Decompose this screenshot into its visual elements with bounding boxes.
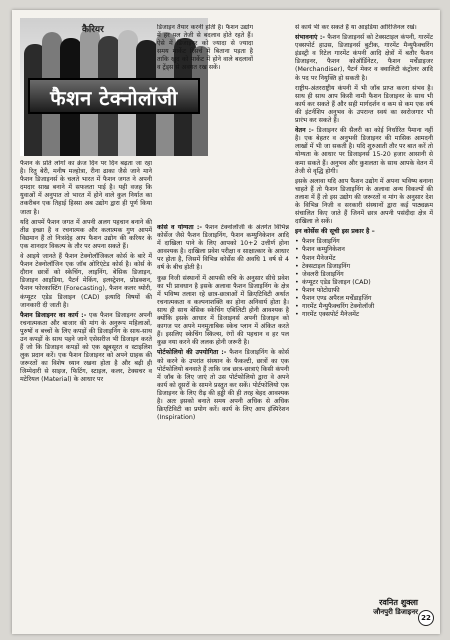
list-item: • फैशन कम्युनिकेशन — [295, 246, 433, 254]
list-item: • फैशन फोटोग्राफी — [295, 287, 433, 295]
article-column — [295, 24, 433, 620]
author-byline — [373, 598, 418, 616]
paragraph-text: डिजाइनर की सैलरी का कोई निर्धारित पैमाना नहीं है। एक बेहतर व अनुभवी डिजाइनर की मासिक आमदनी लाखों में भी जा सकती है। यदि शुरुआती तौर पर बात करें तो योग्यता के आधार पर डिजाइनर्स 15-20 हजार आसानी से कमा सकते हैं। अनुभव और कुशलता के साथ आपके वेतन में तेजी से वृद्धि होगी। — [295, 127, 433, 175]
page-number: 22 — [418, 610, 434, 626]
paragraph — [157, 224, 289, 273]
section-heading: वेतन :- — [295, 127, 314, 135]
section-heading: संभावनाएं :- — [295, 34, 325, 42]
paragraph: इसके अलावा यदि आप फैशन उद्योग में अपना भविष्य बनाना चाहते हैं तो फैशन डिजाइनिंग के अलावा अन्य विकल्पों की तलाश में हैं तो इस उद्योग की जरूरतों व मांग के अनुसार देश के विभिन्न निजी व सरकारी संस्थानों द्वारा कई पाठ्यक्रम संचालित किए जाते हैं जिनमें छात्र अपनी पसंदीदा क्षेत्र में दाखिला ले सकें। — [295, 177, 433, 226]
section-heading: फैशन डिजाइनर का कार्य :- — [20, 311, 87, 319]
author-role: जौनपुरी डिजाइनर — [373, 607, 418, 616]
list-item: • फैशन मैनेजमेंट — [295, 255, 433, 263]
list-item: • गारमेंट मैन्युफैक्चरिंग टेक्नोलॉजी — [295, 303, 433, 311]
paragraph-text: फैशन टेक्नोलॉजी के अंतर्गत विभिन्न कोर्सेज जैसे फैशन डिजाइनिंग, फैशन कम्युनिकेशन आदि में दाखिला पाने के लिए आपको 10+2 उत्तीर्ण होना आवश्यक है। दाखिला प्रवेश परीक्षा व साक्षात्कार के आधार पर होता है, जिसमें विभिन्न कोर्सेस की अवधि 1 वर्ष से 4 वर्ष के बीच होती है। — [157, 224, 289, 272]
section-heading: कोर्स व योग्यता :- — [157, 224, 202, 231]
list-item: • कंप्यूटर एडेड डिजाइन (CAD) — [295, 279, 433, 287]
list-item: • जेवलरी डिजाइनिंग — [295, 271, 433, 279]
paragraph — [295, 34, 433, 83]
list-item: • गारमेंट एक्सपोर्ट मैनेजमेंट — [295, 311, 433, 319]
magazine-page — [12, 10, 440, 634]
course-list — [295, 238, 433, 319]
paragraph-text: फैशन डिजाइनिंग के कोर्स को करने के उपरांत संस्थान के फैकल्टी, छात्रों का एक पोर्टफोलियो बनवाते हैं ताकि जब छात्र-छात्राएं किसी कंपनी में जॉब के लिए जाएं तो उस पोर्टफोलियो द्वारा वे अपने कार्य को दूसरों के सामने प्रस्तुत कर सकें। पोर्टफोलियो एक डिजाइनर के लिए रीढ़ की हड्डी की ही तरह बेहद आवश्यक है। अतः इसको बनाते समय अपनी अधिक से अधिक क्रिएटिविटी का प्रयोग करें। कार्य के लिए आप इंस्पिरेशन (Inspiration) — [157, 349, 289, 422]
paragraph: से कार्य भी कर सकते हैं या आइडिया ओरिजिनल रखें। — [295, 24, 417, 31]
article-column — [157, 24, 253, 224]
list-item: • फैशन एण्ड अपैरल मर्चेंडाइजिंग — [295, 295, 433, 303]
paragraph: राष्ट्रीय-अंतरराष्ट्रीय कंपनी में भी जॉब प्राप्त करना संभव है। साथ ही साथ आप किसी नामी फैशन डिजाइनर के साथ भी कार्य कर सकते हैं और सही मार्गदर्शन व कम से कम एक वर्ष की इंटर्नशिप अनुभव के उपरान्त स्वयं का स्वरोजगार भी प्रारंभ कर सकते हैं। — [295, 84, 433, 125]
section-heading: पोर्टफोलियो की उपयोगिता :- — [157, 349, 227, 357]
paragraph — [20, 312, 152, 385]
article-title: फैशन टेक्नोलॉजी — [28, 78, 200, 114]
paragraph — [295, 228, 433, 236]
paragraph-text: फैशन डिजाइनर्स को टेक्सटाइल कंपनी, गारमेंट एक्सपोर्ट हाउस, डिजाइनर्स बुटीक, गारमेंट मैन्युफैक्चरिंग इंडस्ट्री व रिटेल गारमेंट कंपनी आदि क्षेत्रों में बतौर फैशन डिजाइनर, फैशन कोऑर्डिनेटर, फैशन मर्चेंडाइजर (Merchandiser), पैटर्न मेकर व क्वालिटी कंट्रोलर आदि के पद पर नियुक्ति हो सकती है। — [295, 34, 433, 82]
article-column — [157, 224, 289, 624]
author-name: रवनित शुक्ला — [379, 597, 418, 607]
paragraph: कुछ निजी संस्थानों में आपकी रुचि के अनुसार सीधे प्रवेश का भी प्रावधान है इसके अलावा फैशन डिजाइनिंग के क्षेत्र में भविष्य तलाश रहे छात्र-छात्राओं में क्रिएटिविटी अर्थात रचनात्मकता व कल्पनाशक्ति का होना अनिवार्य होता है। साथ ही साथ बेसिक स्केचिंग एबिलिटी होनी आवश्यक है क्योंकि इसके आधार में डिजाइनर्स अपनी डिजाइन को कागज पर अपने मनमुताबिक स्केच प्लान में अंकित करते हैं। इसलिए स्केचिंग स्किल्स, रंगों की पहचान व हर पल कुछ नया करने की ललक होनी जरूरी है। — [157, 274, 289, 347]
paragraph: डिजाइन तैयार करनी होती है। फैशन उद्योग में हर पल तेजी से बदलाव होते रहते हैं। ऐसे में डिजाइनर को ज्यादा से ज्यादा समय मार्केट रिसर्च में बिताना पड़ता है ताकि खुद को मार्केट में होने वाले बदलावों व ट्रेंड्स से अवगत रख सकें। — [157, 24, 253, 72]
section-kicker: कैरियर — [82, 25, 104, 35]
paragraph — [157, 349, 289, 422]
paragraph: वे आइये जानते हैं फैशन टेक्नोलॉजिकल कोर्स के बारे में फैशन टेक्नोलॉजिन एक जॉब ओरिएंटेड कोर्स है। कोर्स के दौरान छात्रों को स्केचिंग, लाइनिंग, बेसिक डिजाइन, डिजाइन आइडिया, पैटर्न मेकिंग, इलस्ट्रेशन, प्रोडक्शन, फैशन फोरकास्टिंग (Forecasting), फैशन कलर थ्योरी, कंप्यूटर एडेड डिजाइन (CAD) इत्यादि विषयों की जानकारी दी जाती है। — [20, 253, 152, 309]
article-column — [20, 160, 152, 622]
paragraph: फैशन के प्रति लोगों का क्रेज दिन पर दिन बढ़ता जा रहा है। रितु बेरी, मनीष मल्होत्रा, रीना ढाका जैसे जाने माने फैशन डिजाइनर्स के चलते भारत में फैशन जगत ने अपनी दमदार साख बनाने में सफलता पाई है। यही वजह कि युवाओं में अनुपात तो भारत में होने वाले कुल निर्यात का तकरीबन एक तिहाई हिस्सा अब उद्योग द्वारा ही पूर्ण किया जाता है। — [20, 160, 152, 216]
paragraph: यदि आपमें फैशन जगत में अपनी अलग पहचान बनाने की तीव्र इच्छा है व रचनात्मक और कलात्मक गुण आपमें विद्यमान हैं तो निःसंदेह आप फैशन उद्योग की करियर के एक शानदार विकल्प के तौर पर अपना सकते हैं। — [20, 218, 152, 250]
list-item: • टेक्सटाइल डिजाइनिंग — [295, 263, 433, 271]
paragraph-text: एक फैशन डिजाइनर अपनी रचनात्मकता और बाजार की मांग के अनुरूप महिलाओं, पुरुषों व बच्चों के लिए कपड़ों की डिजाइनिंग के साथ-साथ उन कपड़ों के साथ पहने जाने एसेसरीज भी डिजाइन करते हैं जो कि डिजाइन कपड़ों को एक खूबसूरत व स्टाइलिश लुक प्रदान करें। एक फैशन डिजाइनर को अपने ग्राहक की जरूरतों का विशेष ध्यान रखना होता है और बढ़ी ही जिम्मेदारी से साइज, फिटिंग, स्टाइल, कलर, टेक्सचर व मटेरियल (Material) के आधार पर — [20, 311, 152, 384]
list-item: • फैशन डिजाइनिंग — [295, 238, 433, 246]
paragraph — [295, 127, 433, 176]
list-heading: इन कोर्सेस की सूची इस प्रकार है – — [295, 228, 375, 236]
